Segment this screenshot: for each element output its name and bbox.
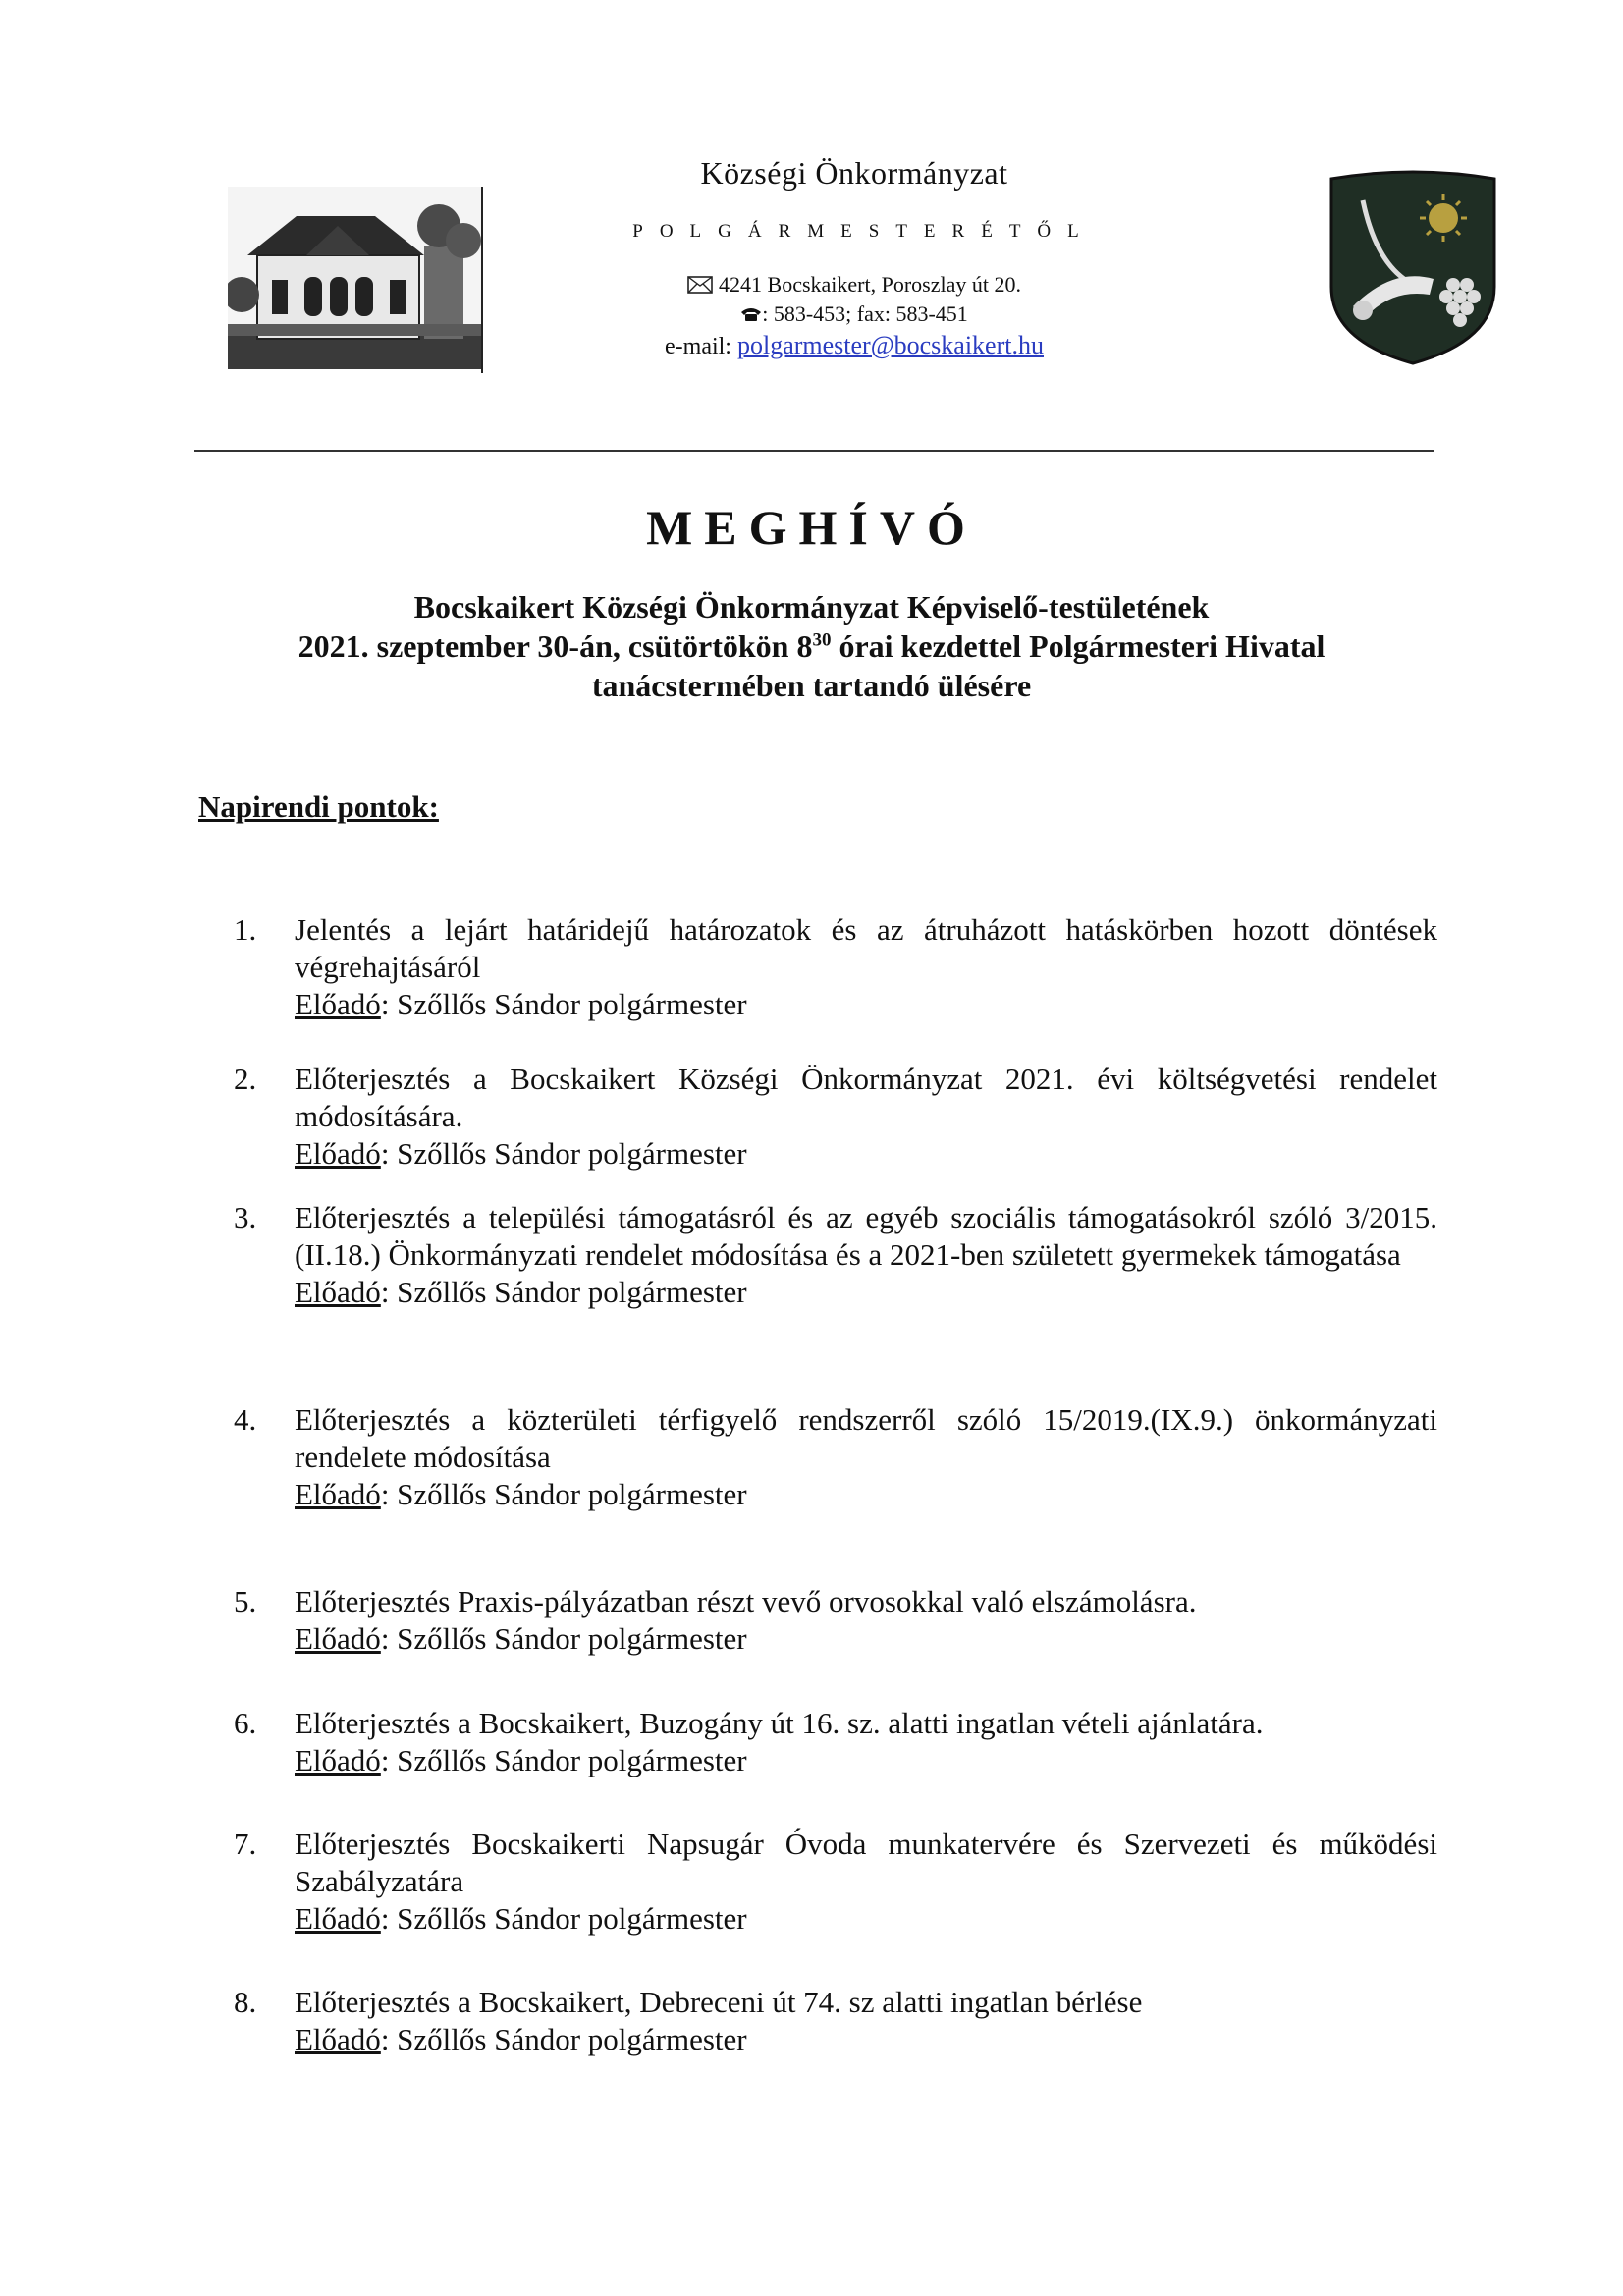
email-label: e-mail: [665, 334, 737, 359]
intro-line-3: tanácstermében tartandó ülésére [591, 668, 1032, 703]
intro-venue: órai kezdettel Polgármesteri Hivatal [831, 629, 1325, 664]
header-divider-vertical [481, 187, 483, 373]
phone-text: : 583-453; fax: 583-451 [762, 301, 968, 326]
agenda-item-number: 8. [234, 1985, 257, 2019]
agenda-item-number: 2. [234, 1062, 257, 1096]
phone-line [550, 301, 1159, 327]
envelope-icon [687, 276, 713, 294]
agenda-item-presenter: Előadó: Szőllős Sándor polgármester [295, 2022, 747, 2056]
agenda-item-number: 1. [234, 912, 257, 947]
agenda-item-presenter: Előadó: Szőllős Sándor polgármester [295, 1743, 747, 1777]
agenda-item-2 [234, 1061, 1437, 1173]
agenda-item-presenter: Előadó: Szőllős Sándor polgármester [295, 1477, 747, 1511]
agenda-item-presenter: Előadó: Szőllős Sándor polgármester [295, 1621, 747, 1656]
town-hall-photo [228, 187, 483, 369]
agenda-item-text: Előterjesztés Bocskaikerti Napsugár Óvoda munkatervére és Szervezeti és működési Szabályzatára [295, 1827, 1437, 1898]
agenda-item-number: 6. [234, 1706, 257, 1740]
agenda-item-text: Előterjesztés a közterületi térfigyelő rendszerről szóló 15/2019.(IX.9.) önkormányzati rendelete módosítása [295, 1402, 1437, 1474]
letterhead [550, 147, 1159, 360]
agenda-heading: Napirendi pontok: [198, 790, 439, 824]
agenda-item-number: 4. [234, 1402, 257, 1437]
telephone-icon [740, 306, 762, 322]
agenda-item-presenter: Előadó: Szőllős Sándor polgármester [295, 1275, 747, 1309]
agenda-item-presenter: Előadó: Szőllős Sándor polgármester [295, 1901, 747, 1936]
agenda-item-1 [234, 911, 1437, 1023]
intro-date: 2021. szeptember 30-án, csütörtökön 8 [298, 629, 813, 664]
address-line [550, 272, 1159, 298]
agenda-item-text: Jelentés a lejárt határidejű határozatok és az átruházott hatáskörben hozott döntések végrehajtásáról [295, 912, 1437, 984]
invitation-intro [147, 587, 1476, 705]
agenda-item-text: Előterjesztés a Bocskaikert, Buzogány út 16. sz. alatti ingatlan vételi ajánlatára. [295, 1706, 1264, 1740]
agenda-item-text: Előterjesztés a települési támogatásról és az egyéb szociális támogatásokról szóló 3/2015. (II.18.) Önkormányzati rendelet módosítása és a 2021-ben született gyermekek támogatása [295, 1200, 1437, 1272]
agenda-item-text: Előterjesztés Praxis-pályázatban részt vevő orvosokkal való elszámolásra. [295, 1584, 1197, 1618]
agenda-item-number: 7. [234, 1827, 257, 1861]
agenda-item-number: 3. [234, 1200, 257, 1234]
intro-line-2 [147, 627, 1476, 666]
agenda-item-text: Előterjesztés a Bocskaikert Községi Önkormányzat 2021. évi költségvetési rendelet módosítására. [295, 1062, 1437, 1133]
agenda-item-4 [234, 1401, 1437, 1513]
agenda-item-number: 5. [234, 1584, 257, 1618]
intro-time-minutes: 30 [812, 629, 832, 651]
coat-of-arms [1324, 169, 1502, 367]
agenda-item-text: Előterjesztés a Bocskaikert, Debreceni út 74. sz alatti ingatlan bérlése [295, 1985, 1143, 2019]
document-title: MEGHÍVÓ [646, 500, 977, 555]
agenda-item-presenter: Előadó: Szőllős Sándor polgármester [295, 1136, 747, 1171]
address-text: 4241 Bocskaikert, Poroszlay út 20. [719, 272, 1021, 297]
agenda-item-7 [234, 1826, 1437, 1938]
intro-line-1: Bocskaikert Községi Önkormányzat Képviselő-testületének [413, 589, 1210, 625]
agenda-item-3 [234, 1199, 1437, 1311]
agenda-item-6 [234, 1705, 1437, 1779]
header-divider [194, 450, 1434, 452]
agenda-item-5 [234, 1583, 1437, 1658]
email-line [550, 331, 1159, 360]
agenda-item-8 [234, 1984, 1437, 2058]
email-link[interactable]: polgarmester@bocskaikert.hu [736, 331, 1044, 359]
org-name: Községi Önkormányzat [700, 155, 1008, 191]
agenda-item-presenter: Előadó: Szőllős Sándor polgármester [295, 987, 747, 1021]
office-name: POLGÁRMESTERÉTŐL [632, 221, 1096, 242]
